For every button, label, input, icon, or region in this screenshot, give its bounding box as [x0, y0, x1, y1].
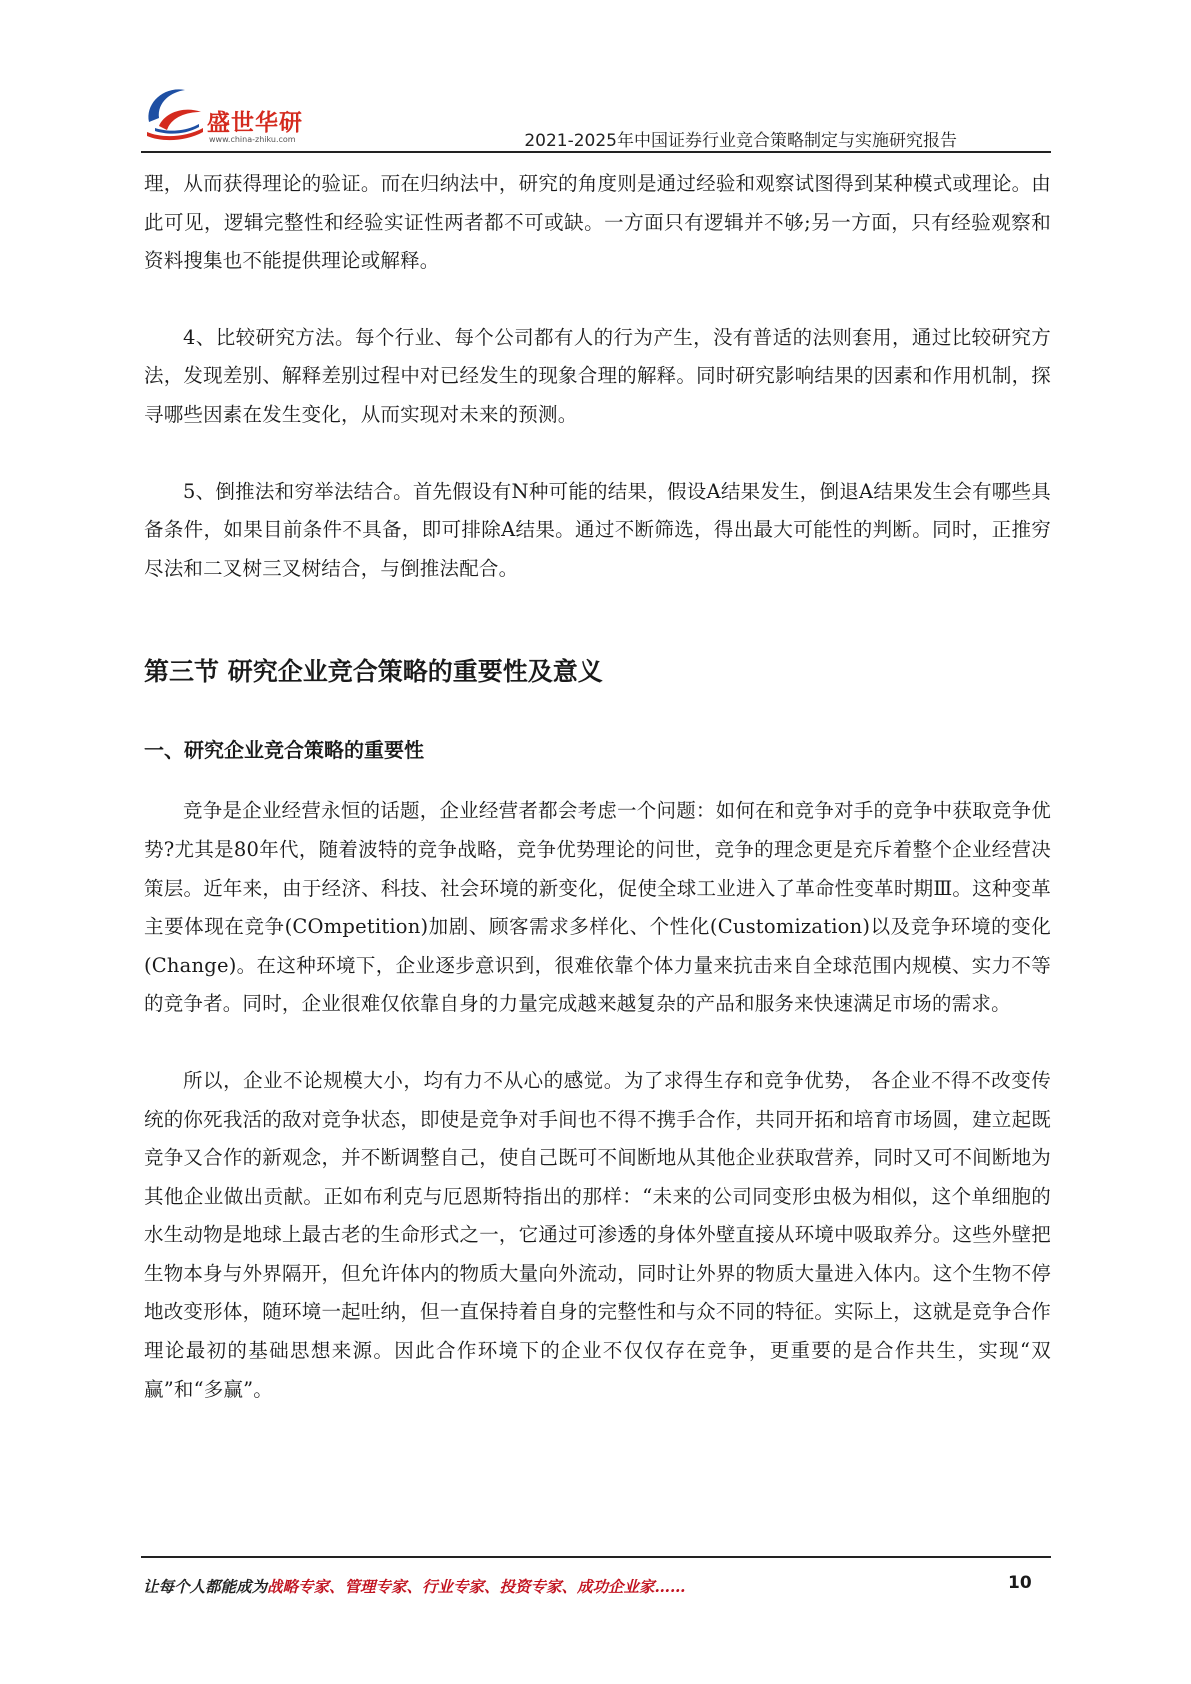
paragraph-cooperation: 所以，企业不论规模大小，均有力不从心的感觉。为了求得生存和竞争优势， 各企业不得不改变传统的你死我活的敌对竞争状态，即使是竞争对手间也不得不携手合作，共同开拓和培育市场圆，建立起既竞争又合作的新观念，并不断调整自己，使自己既可不间断地从其他企业获取营养，同时又可不间断地为其他企业做出贡献。正如布利克与厄恩斯特指出的那样：“未来的公司同变形虫极为相似，这个单细胞的水生动物是地球上最古老的生命形式之一，它通过可渗透的身体外壁直接从环境中吸取养分。这些外壁把生物本身与外界隔开，但允许体内的物质大量向外流动，同时让外界的物质大量进入体内。这个生物不停地改变形体，随环境一起吐纳，但一直保持着自身的完整性和与众不同的特征。实际上，这就是竞争合作理论最初的基础思想来源。因此合作环境下的企业不仅仅存在竞争，更重要的是合作共生，实现“双赢”和“多赢”。	[144, 1068, 1051, 1401]
subsection-heading: 一、研究企业竞合策略的重要性	[144, 738, 424, 763]
footer-slogan-prefix: 让每个人都能成为	[143, 1577, 268, 1596]
page-header	[0, 0, 1191, 150]
logo-name: 盛世华研	[207, 110, 303, 136]
footer-divider	[141, 1556, 1051, 1558]
company-logo	[141, 82, 311, 144]
paragraph-gap	[144, 281, 1051, 319]
header-divider	[141, 151, 1051, 153]
paragraph-gap	[144, 1024, 1051, 1062]
paragraph-intro: 理，从而获得理论的验证。而在归纳法中，研究的角度则是通过经验和观察试图得到某种模式或理论。由此可见，逻辑完整性和经验实证性两者都不可或缺。一方面只有逻辑并不够;另一方面，只有经验观察和资料搜集也不能提供理论或解释。	[144, 172, 1051, 273]
paragraph-competition: 竞争是企业经营永恒的话题，企业经营者都会考虑一个问题：如何在和竞争对手的竞争中获取竞争优势?尤其是80年代，随着波特的竞争战略，竞争优势理论的问世，竞争的理念更是充斥着整个企业经营决策层。近年来，由于经济、科技、社会环境的新变化，促使全球工业进入了革命性变革时期Ⅲ。这种变革主要体现在竞争(COmpetition)加剧、顾客需求多样化、个性化(Customization)以及竞争环境的变化(Change)。在这种环境下，企业逐步意识到，很难依靠个体力量来抗击来自全球范围内规模、实力不等的竞争者。同时，企业很难仅依靠自身的力量完成越来越复杂的产品和服务来快速满足市场的需求。	[144, 799, 1051, 1016]
section-heading: 第三节 研究企业竞合策略的重要性及意义	[144, 657, 603, 687]
page-content	[144, 165, 1051, 1409]
logo-emblem-icon	[141, 82, 211, 144]
footer-slogan	[143, 1575, 686, 1597]
paragraph-method-4: 4、比较研究方法。每个行业、每个公司都有人的行为产生，没有普适的法则套用，通过比较研究方法，发现差别、解释差别过程中对已经发生的现象合理的解释。同时研究影响结果的因素和作用机制，探寻哪些因素在发生变化，从而实现对未来的预测。	[144, 325, 1051, 426]
footer-slogan-roles: 战略专家、管理专家、行业专家、投资专家、成功企业家……	[267, 1577, 686, 1596]
paragraph-gap	[144, 435, 1051, 473]
report-title: 2021-2025年中国证券行业竞合策略制定与实施研究报告	[524, 131, 957, 151]
logo-url: www.china-zhiku.com	[209, 135, 296, 144]
paragraph-method-5: 5、倒推法和穷举法结合。首先假设有N种可能的结果，假设A结果发生，倒退A结果发生会有哪些具备条件，如果目前条件不具备，即可排除A结果。通过不断筛选，得出最大可能性的判断。同时，正推穷尽法和二叉树三叉树结合，与倒推法配合。	[144, 479, 1051, 580]
page-number: 10	[1008, 1573, 1032, 1593]
